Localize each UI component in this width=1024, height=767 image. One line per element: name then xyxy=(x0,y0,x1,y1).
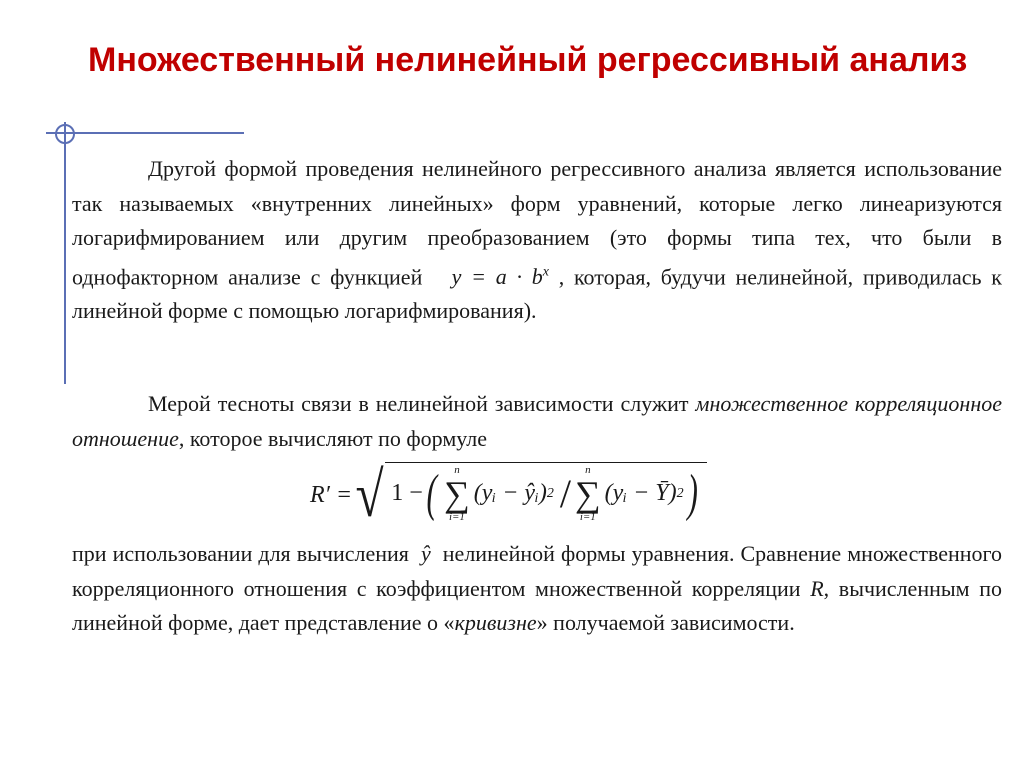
formula-radicand xyxy=(385,462,707,523)
formula-lhs: R′ = xyxy=(310,481,353,508)
decorative-horizontal-line xyxy=(46,132,244,134)
sqrt-symbol: √ xyxy=(355,459,384,530)
slide-title: Множественный нелинейный регрессивный анализ xyxy=(88,41,968,79)
paragraph-curvature xyxy=(72,537,1002,641)
p3-text-before: при использовании для вычисления xyxy=(72,541,409,566)
divide-slash: / xyxy=(559,471,571,516)
sum-1: n ∑ i=1 xyxy=(444,463,470,523)
sum-2: n ∑ i=1 xyxy=(574,463,601,523)
decorative-vertical-line xyxy=(64,122,66,384)
paragraph-internal-linear-forms xyxy=(72,152,1002,329)
power-1: 2 xyxy=(546,485,554,501)
p2-text-before: Мерой тесноты связи в нелинейной зависимости служит xyxy=(148,391,689,416)
p2-italic-term: множественное корреляционное отношение xyxy=(72,391,1002,451)
R-symbol: R xyxy=(810,575,824,601)
formula-term2: (yᵢ − Ȳ) xyxy=(604,480,677,506)
power-2: 2 xyxy=(676,485,684,501)
right-paren: ) xyxy=(687,464,698,522)
left-paren: ( xyxy=(426,464,437,522)
p3-italic-word: кривизне xyxy=(454,610,537,635)
paragraph-correlation-measure xyxy=(72,387,1002,456)
yhat-symbol: ŷ xyxy=(420,541,431,566)
p3-text-mid: нелинейной формы уравнения. Сравнение множественного корреляционного отношения с коэффициентом множественной корреляции xyxy=(72,541,1003,601)
p1-text-after: , которая, будучи нелинейной, приводилась к линейной форме с помощью логарифмирования). xyxy=(72,263,1002,324)
p3-text-mid2: , вычисленным по линейной форме, дает представление о « xyxy=(72,575,1002,635)
exponential-formula: $y = a \cdot b^x$ xyxy=(451,263,549,289)
formula-one-minus: 1 − xyxy=(391,480,423,506)
p3-text-after: » получаемой зависимости. xyxy=(536,610,795,635)
correlation-ratio-formula xyxy=(310,455,707,535)
p1-text-before: Другой формой проведения нелинейного регрессивного анализа является использование так называемых «внутренних линейных» форм уравнений, которые легко линеаризуются логарифмированием или другим преобразованием (это формы типа тех, что были в однофакторном анализе с функцией xyxy=(72,156,1002,289)
crosshair-circle-icon xyxy=(55,124,75,144)
p2-text-after: , которое вычисляют по формуле xyxy=(178,425,488,451)
formula-term1: (yᵢ − ŷᵢ) xyxy=(473,480,547,506)
